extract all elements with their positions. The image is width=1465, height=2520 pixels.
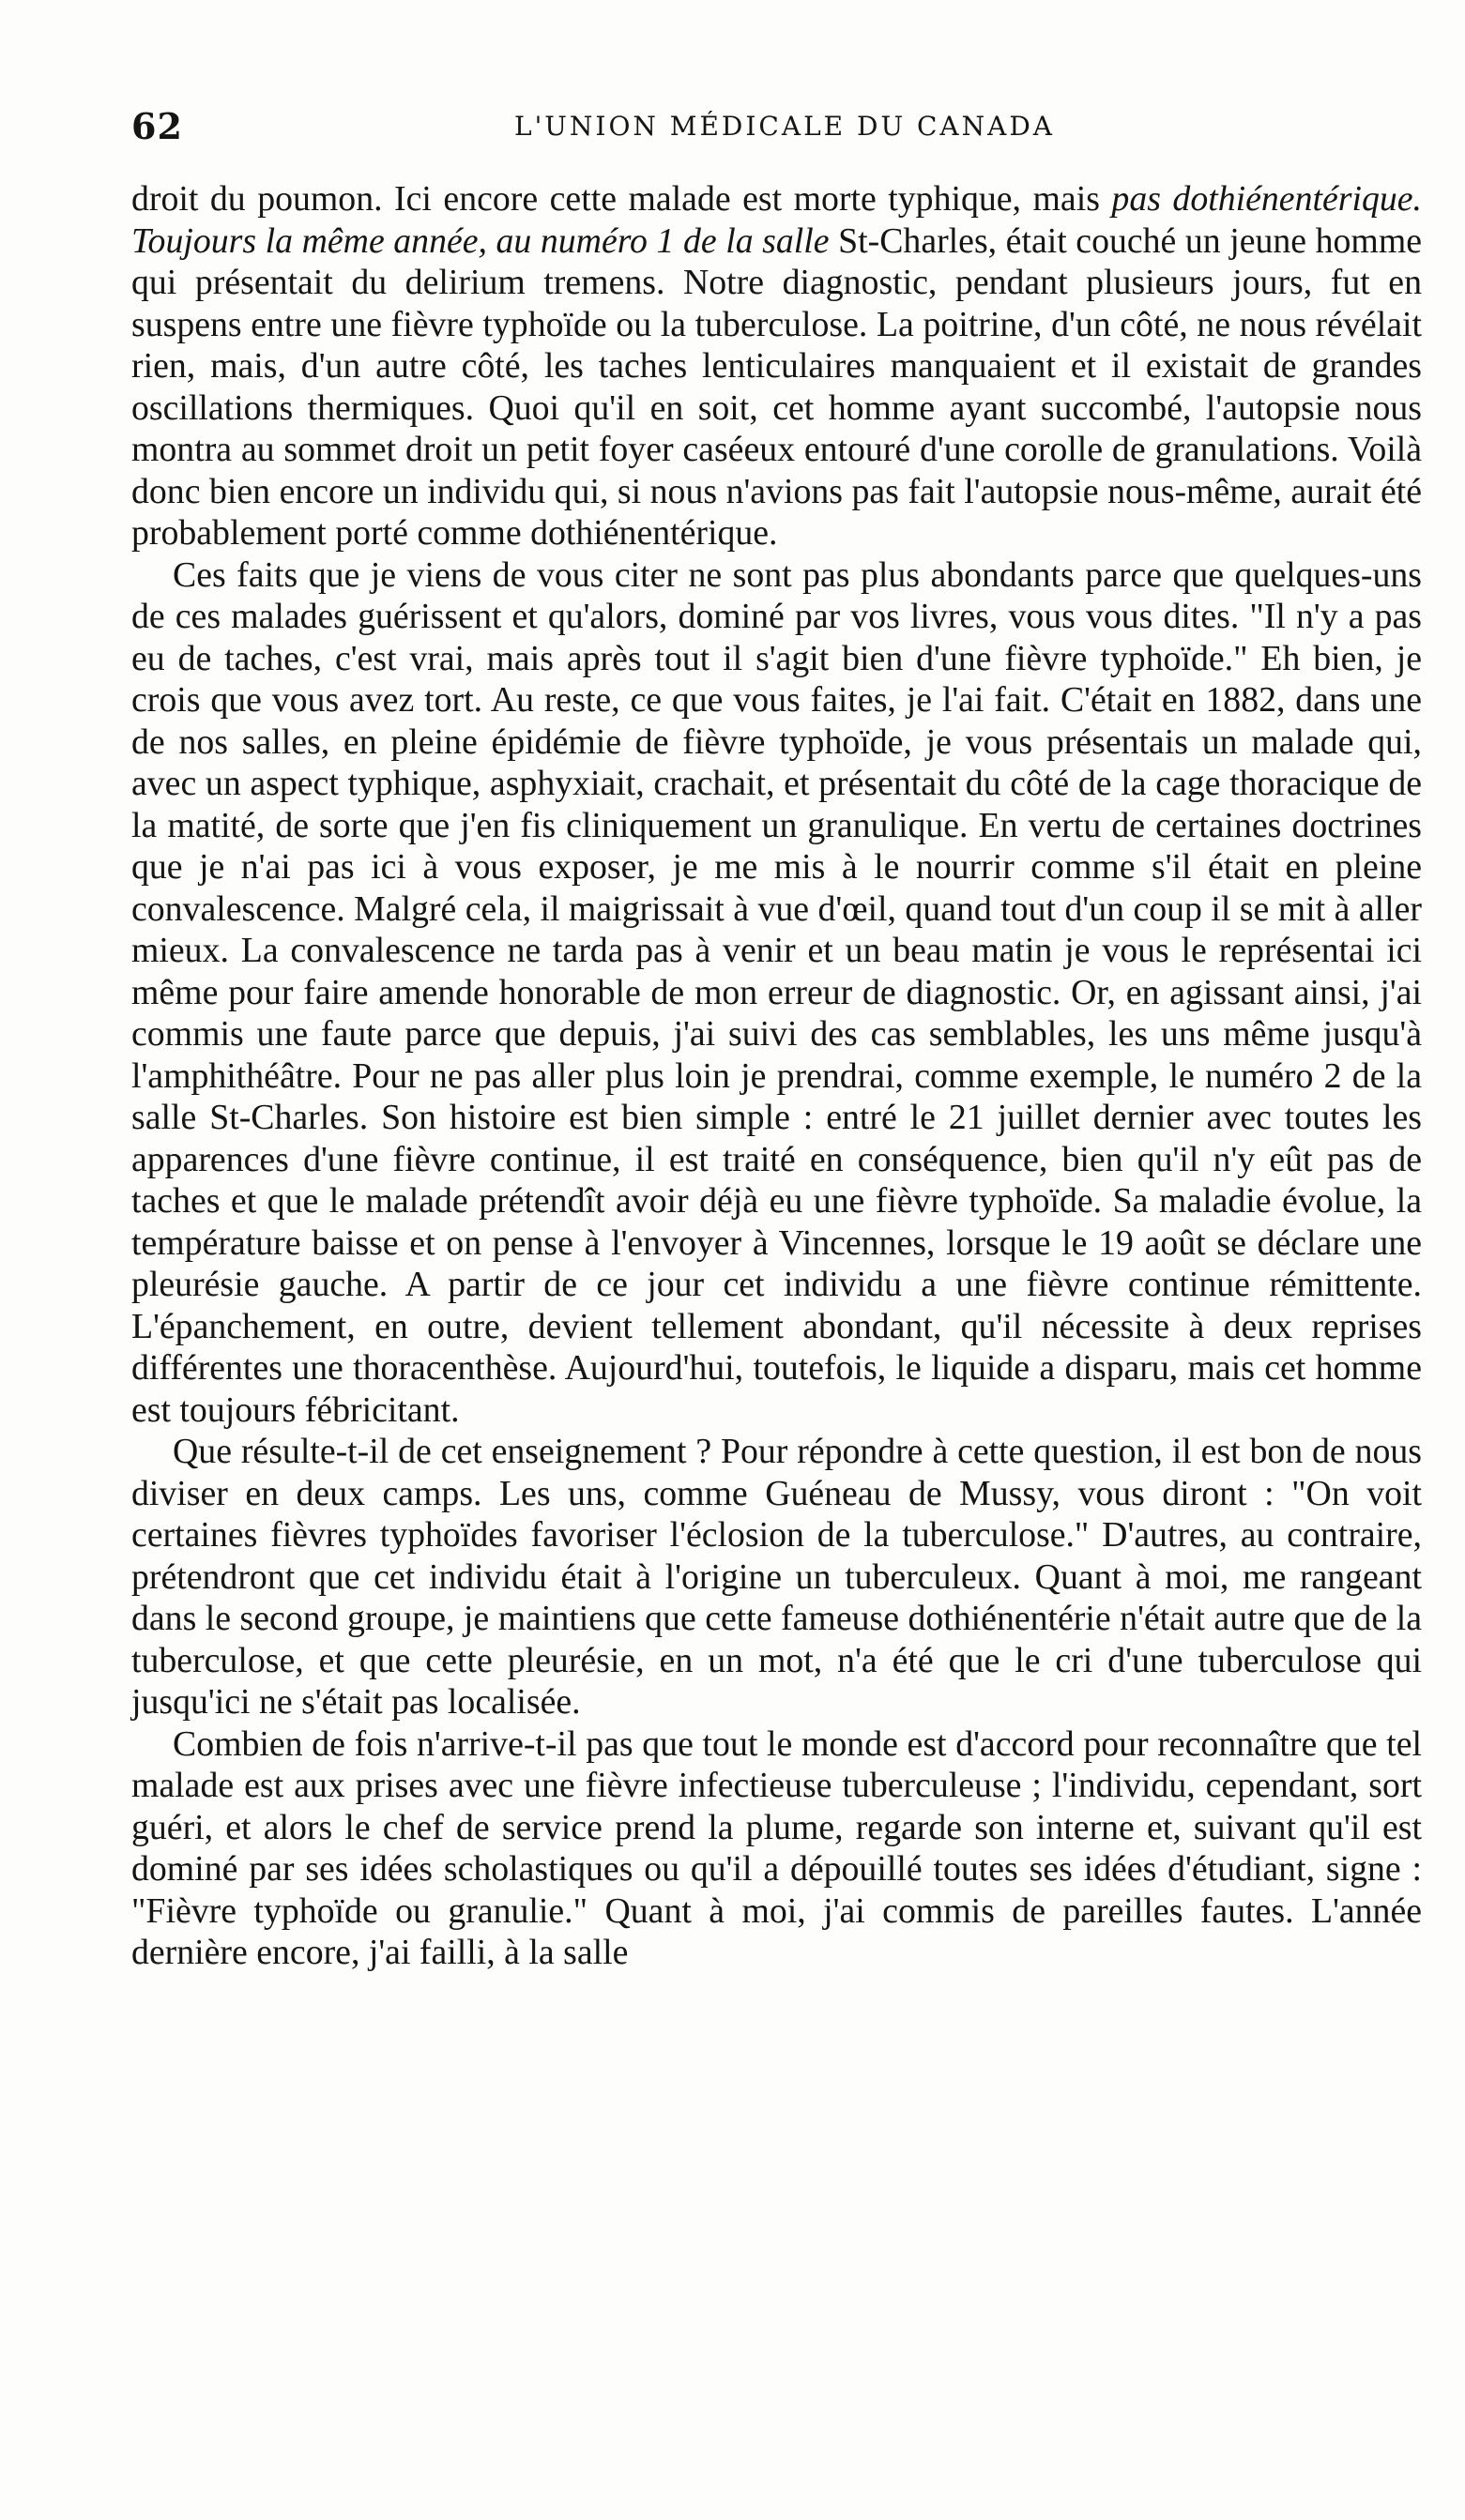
paragraph-1: [131, 178, 1422, 554]
running-header: [131, 105, 1422, 161]
paragraph-1-text-end: St-Charles, était couché un jeune homme qui présentait du delirium tremens. Notre diagnostic, pendant plusieurs jours, fut en suspens entre une fièvre typhoïde ou la tuberculose. La poitrine, d'un côté, ne nous révélait rien, mais, d'un autre côté, les taches lenticulaires manquaient et il existait de grandes oscillations thermiques. Quoi qu'il en soit, cet homme ayant succombé, l'autopsie nous montra au sommet droit un petit foyer caséeux entouré d'une corolle de granulations. Voilà donc bien encore un individu qui, si nous n'avions pas fait l'autopsie nous-même, aurait été probablement porté comme dothiénentérique.: [131, 220, 1422, 553]
article-body: [131, 178, 1422, 1974]
paragraph-1-italic-text: pas dothiénentérique. Toujours la même année, au numéro 1 de la salle: [131, 179, 1422, 261]
paragraph-3: Que résulte-t-il de cet enseignement ? Pour répondre à cette question, il est bon de nous diviser en deux camps. Les uns, comme Guéneau de Mussy, vous diront : "On voit certaines fièvres typhoïdes favoriser l'éclosion de la tuberculose." D'autres, au contraire, prétendront que cet individu était à l'origine un tuberculeux. Quant à moi, me rangeant dans le second groupe, je maintiens que cette fameuse dothiénentérie n'était autre que de la tuberculose, et que cette pleurésie, en un mot, n'a été que le cri d'une tuberculose qui jusqu'ici ne s'était pas localisée.: [131, 1432, 1422, 1722]
paragraph-1-text-start: droit du poumon. Ici encore cette malade est morte typhique, mais: [131, 179, 1112, 219]
page-number: 62: [131, 105, 183, 147]
paragraph-2: Ces faits que je viens de vous citer ne sont pas plus abondants parce que quelques-uns de ces malades guérissent et qu'alors, dominé par vos livres, vous vous dites. "Il n'y a pas eu de taches, c'est vrai, mais après tout il s'agit bien d'une fièvre typhoïde." Eh bien, je crois que vous avez tort. Au reste, ce que vous faites, je l'ai fait. C'était en 1882, dans une de nos salles, en pleine épidémie de fièvre typhoïde, je vous présentais un malade qui, avec un aspect typhique, asphyxiait, crachait, et présentait du côté de la cage thoracique de la matité, de sorte que j'en fis cliniquement un granulique. En vertu de certaines doctrines que je n'ai pas ici à vous exposer, je me mis à le nourrir comme s'il était en pleine convalescence. Malgré cela, il maigrissait à vue d'œil, quand tout d'un coup il se mit à aller mieux. La convalescence ne tarda pas à venir et un beau matin je vous le représentai ici même pour faire amende honorable de mon erreur de diagnostic. Or, en agissant ainsi, j'ai commis une faute parce que depuis, j'ai suivi des cas semblables, les uns même jusqu'à l'amphithéâtre. Pour ne pas aller plus loin je prendrai, comme exemple, le numéro 2 de la salle St-Charles. Son histoire est bien simple : entré le 21 juillet dernier avec toutes les apparences d'une fièvre continue, il est traité en conséquence, bien qu'il n'y eût pas de taches et que le malade prétendît avoir déjà eu une fièvre typhoïde. Sa maladie évolue, la température baisse et on pense à l'envoyer à Vincennes, lorsque le 19 août se déclare une pleurésie gauche. A partir de ce jour cet individu a une fièvre continue rémittente. L'épanchement, en outre, devient tellement abondant, qu'il nécessite à deux reprises différentes une thoracenthèse. Aujourd'hui, toutefois, le liquide a disparu, mais cet homme est toujours fébricitant.: [131, 554, 1422, 1430]
journal-title: L'UNION MÉDICALE DU CANADA: [514, 111, 1055, 142]
paragraph-4: Combien de fois n'arrive-t-il pas que tout le monde est d'accord pour reconnaître que tel malade est aux prises avec une fièvre infectieuse tuberculeuse ; l'individu, cependant, sort guéri, et alors le chef de service prend la plume, regarde son interne et, suivant qu'il est dominé par ses idées scholastiques ou qu'il a dépouillé toutes ses idées d'étudiant, signe : "Fièvre typhoïde ou granulie." Quant à moi, j'ai commis de pareilles fautes. L'année dernière encore, j'ai failli, à la salle: [131, 1723, 1422, 1972]
